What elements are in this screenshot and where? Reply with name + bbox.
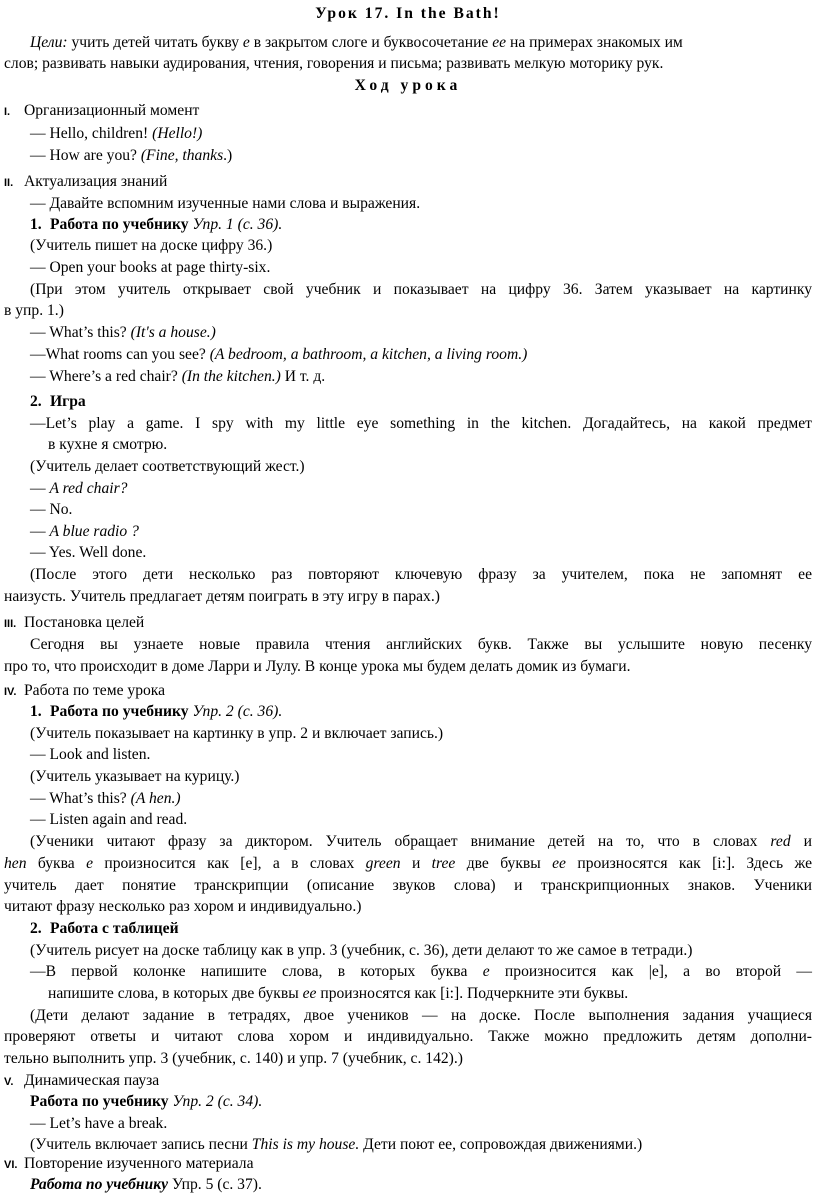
- s2-line-10: в кухне я смотрю.: [48, 436, 168, 453]
- s3-line-2: про то, что происходит в доме Ларри и Лулу. В конце урока мы будем делать домик из бумаги.: [4, 658, 631, 675]
- s4-line-7: hen буква е произносится как [e], а в словах green и tree две буквы ее произносятся как [i:]. Здесь же: [4, 855, 812, 872]
- s4-subheading-2: 2. Работа с таблицей: [30, 920, 179, 937]
- s2-line-8: — Where’s a red chair? (In the kitchen.) И т. д.: [30, 368, 326, 385]
- s4-line-13: (Дети делают задание в тетрадях, двое учеников — на доске. После выполнения задания учащиеся: [30, 1007, 812, 1024]
- s4-line-15: тельно выполнить упр. 3 (учебник, с. 140) и упр. 7 (учебник, с. 142).): [4, 1050, 463, 1067]
- s4-line-10: (Учитель рисует на доске таблицу как в упр. 3 (учебник, с. 36), дети делают то же самое в тетради.): [30, 942, 693, 959]
- s2-subheading-2: 2. Игра: [30, 393, 86, 410]
- s5-line-2: (Учитель включает запись песни This is my house. Дети поют ее, сопровождая движениями.): [30, 1136, 643, 1153]
- s4-line-3: (Учитель указывает на курицу.): [30, 768, 240, 785]
- s3-line-1: Сегодня вы узнаете новые правила чтения английских букв. Также вы услышите новую песенку: [30, 636, 812, 653]
- s4-line-12: напишите слова, в которых две буквы ее произносятся как [i:]. Подчеркните эти буквы.: [48, 985, 629, 1002]
- s2-line-6: — What’s this? (It's a house.): [30, 324, 216, 341]
- s4-line-2: — Look and listen.: [30, 746, 151, 763]
- s2-line-12: — A red chair?: [30, 480, 128, 497]
- section-4-heading: IV. Работа по теме урока: [4, 682, 166, 699]
- s2-line-15: — Yes. Well done.: [30, 544, 147, 561]
- s2-line-5: в упр. 1.): [4, 302, 64, 319]
- section-3-heading: III. Постановка целей: [4, 614, 145, 631]
- lesson-title: Урок 17. In the Bath!: [315, 5, 501, 22]
- s2-subheading-1: 1. Работа по учебнику Упр. 1 (с. 36).: [30, 216, 283, 233]
- s1-line-2: — How are you? (Fine, thanks.): [30, 147, 233, 164]
- s2-line-2: (Учитель пишет на доске цифру 36.): [30, 237, 273, 254]
- section-6-heading: VI. Повторение изученного материала: [4, 1155, 254, 1172]
- s5-line-1: — Let’s have a break.: [30, 1115, 168, 1132]
- section-2-heading: II. Актуализация знаний: [4, 173, 168, 190]
- s6-subheading: Работа по учебнику Упр. 5 (с. 37).: [30, 1176, 262, 1193]
- s5-subheading: Работа по учебнику Упр. 2 (с. 34).: [30, 1093, 263, 1110]
- s4-line-9: читают фразу несколько раз хором и индивидуально.): [4, 898, 362, 915]
- goals-label: Цели:: [30, 34, 68, 51]
- section-5-heading: V. Динамическая пауза: [4, 1072, 160, 1089]
- s2-line-1: — Давайте вспомним изученные нами слова и выражения.: [30, 195, 421, 212]
- s2-line-11: (Учитель делает соответствующий жест.): [30, 458, 305, 475]
- goals-line-2: слов; развивать навыки аудирования, чтения, говорения и письма; развивать мелкую моторику рук.: [4, 55, 664, 72]
- s2-line-16: (После этого дети несколько раз повторяют ключевую фразу за учителем, пока не запомнят ее: [30, 566, 812, 583]
- s4-line-1: (Учитель показывает на картинку в упр. 2 и включает запись.): [30, 725, 444, 742]
- s4-line-14: проверяют ответы и читают слова хором и индивидуально. Также можно предложить детям дополни-: [4, 1028, 812, 1045]
- s2-line-4: (При этом учитель открывает свой учебник и показывает на цифру 36. Затем указывает на картинку: [30, 281, 812, 298]
- s2-line-3: — Open your books at page thirty-six.: [30, 259, 271, 276]
- course-heading: Ход урока: [354, 77, 462, 94]
- s4-line-11: —В первой колонке напишите слова, в которых буква е произносится как |e], а во второй —: [30, 963, 812, 980]
- s4-line-4: — What’s this? (A hen.): [30, 790, 181, 807]
- s1-line-1: — Hello, children! (Hello!): [30, 125, 203, 142]
- s2-line-17: наизусть. Учитель предлагает детям поиграть в эту игру в парах.): [4, 588, 440, 605]
- s4-subheading-1: 1. Работа по учебнику Упр. 2 (с. 36).: [30, 703, 283, 720]
- s2-line-14: — A blue radio ?: [30, 523, 139, 540]
- section-1-heading: I. Организационный момент: [4, 102, 200, 119]
- s4-line-8: учитель дает понятие транскрипции (описание звуков слова) и транскрипционных знаков. Ученики: [4, 877, 812, 894]
- s4-line-6: (Ученики читают фразу за диктором. Учитель обращает внимание детей на то, что в словах red и: [30, 833, 812, 850]
- goals-line-1: Цели: учить детей читать букву е в закрытом слоге и буквосочетание ее на примерах знакомых им: [30, 34, 683, 51]
- s2-line-13: — No.: [30, 501, 73, 518]
- s2-line-9: —Let’s play a game. I spy with my little eye something in the kitchen. Догадайтесь, на какой предмет: [30, 415, 812, 432]
- s4-line-5: — Listen again and read.: [30, 811, 188, 828]
- s2-line-7: —What rooms can you see? (A bedroom, a bathroom, a kitchen, a living room.): [30, 346, 528, 363]
